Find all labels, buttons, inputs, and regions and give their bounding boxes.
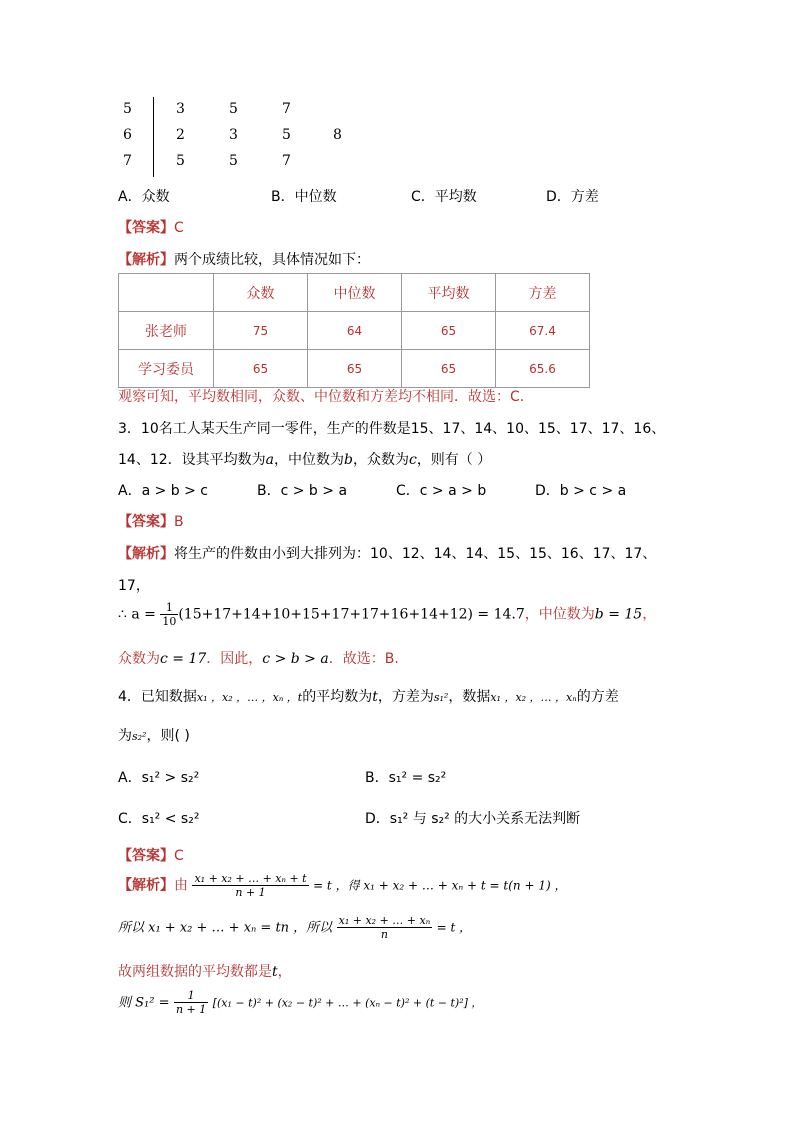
table-cell: 65: [402, 312, 496, 350]
vars: x₁ ，x₂ ，… ，xₙ: [490, 691, 577, 704]
q3-option-d: D．b > c > a: [535, 483, 627, 499]
var-b: b: [344, 452, 353, 468]
text: 由: [174, 877, 188, 894]
text: ．故选：B.: [328, 651, 399, 667]
q2-conclusion: 观察可知，平均数相同，众数、中位数和方差均不相同．故选：C．: [118, 389, 534, 405]
answer-value: C: [174, 220, 184, 236]
text: ，: [277, 964, 292, 980]
leaf: 5: [282, 127, 291, 143]
q3-option-b: B．c > b > a: [257, 483, 348, 499]
fraction: [174, 989, 208, 1016]
q2-option-d: D．方差: [546, 189, 599, 205]
formula-suffix: ，中位数为: [524, 606, 595, 623]
text: ，则( ): [146, 728, 190, 744]
q4-option-c: C．s₁² < s₂²: [118, 811, 200, 827]
table-cell: 75: [214, 312, 308, 350]
q3-mode-line: [118, 648, 399, 668]
table-cell: 67.4: [496, 312, 590, 350]
table-row: [119, 350, 590, 388]
analysis-tag: 【解析】: [118, 877, 174, 894]
q4-answer: [118, 845, 184, 865]
frac-num: 1: [160, 601, 178, 615]
var-s2: s₂²: [132, 730, 147, 743]
var-t: t: [272, 964, 278, 980]
analysis-intro: 两个成绩比较，具体情况如下：: [174, 252, 370, 268]
leaf: 5: [229, 153, 238, 169]
text: 14、12．设其平均数为: [118, 452, 266, 468]
fraction: [337, 914, 433, 941]
formula: = t ，得 x₁ + x₂ + … + xₙ + t = t(n + 1) ，: [313, 878, 567, 893]
frac-den: 10: [162, 615, 177, 628]
q2-answer: [118, 217, 184, 237]
leaf: 3: [229, 127, 238, 143]
q3-stem-line1: 3．10名工人某天生产同一零件，生产的件数是15、17、14、10、15、17、17、16、: [118, 421, 666, 437]
answer-value: B: [174, 514, 184, 530]
frac-num: x₁ + x₂ + … + xₙ + t: [194, 872, 307, 885]
comparison-table: [118, 273, 590, 388]
text: ，中位数为: [274, 452, 344, 468]
q4-option-a: A．s₁² > s₂²: [118, 770, 200, 786]
table-row: [119, 312, 590, 350]
var-s1: s₁²: [433, 691, 449, 704]
stem-7: 7: [123, 153, 132, 169]
q4-analysis-step2: [118, 914, 471, 941]
mode-compare: c > b > a: [262, 651, 329, 667]
frac-num: 1: [174, 989, 208, 1003]
answer-tag: 【答案】: [118, 514, 174, 530]
q2-option-c: C．平均数: [411, 189, 477, 205]
frac-den: n + 1: [175, 1003, 207, 1016]
mode-expr: c = 17: [160, 651, 207, 667]
table-header-cell: 方差: [496, 274, 590, 312]
answer-tag: 【答案】: [118, 848, 174, 864]
q2-option-a: A．众数: [118, 189, 170, 205]
fraction: [160, 601, 178, 628]
q3-analysis-line1: [118, 543, 656, 563]
q4-analysis-step3: [118, 961, 292, 981]
answer-tag: 【答案】: [118, 220, 174, 236]
table-cell: 张老师: [119, 312, 214, 350]
table-cell: 64: [308, 312, 402, 350]
q2-option-b: B．中位数: [271, 189, 337, 205]
formula-body: (15+17+14+10+15+17+17+16+14+12) = 14.7: [178, 606, 525, 623]
text: ，数据: [448, 689, 491, 705]
stem-5: 5: [123, 101, 132, 117]
q4-stem-line1: [118, 686, 619, 706]
text: ，众数为: [352, 452, 409, 468]
q4-analysis-step1: [118, 872, 566, 899]
table-header-cell: 中位数: [308, 274, 402, 312]
analysis-text: 将生产的件数由小到大排列为：10、12、14、14、15、15、16、17、17、: [174, 546, 657, 562]
formula: = t ，: [436, 920, 472, 935]
text: 众数为: [118, 651, 160, 667]
stem-6: 6: [123, 127, 132, 143]
answer-value: C: [174, 848, 184, 864]
table-cell: 65: [402, 350, 496, 388]
var-c: c: [408, 452, 417, 468]
leaf: 7: [282, 101, 291, 117]
formula: 所以 x₁ + x₂ + … + xₙ = tn ，所以: [118, 920, 333, 936]
text: 的平均数为: [302, 689, 373, 705]
table-header-cell: 众数: [214, 274, 308, 312]
q3-stem-line2: [118, 449, 491, 469]
text: ．因此，: [206, 651, 263, 667]
q2-analysis: [118, 249, 370, 269]
text: ，方差为: [377, 689, 434, 705]
table-cell: 学习委员: [119, 350, 214, 388]
leaf: 5: [176, 153, 185, 169]
q4-stem-line2: [118, 725, 190, 745]
text: 故两组数据的平均数都是: [118, 964, 272, 980]
table-cell: 65.6: [496, 350, 590, 388]
var-a: a: [265, 452, 274, 468]
q4-analysis-step4: [118, 989, 482, 1016]
q3-option-a: A．a > b > c: [118, 483, 209, 499]
median-expr: b = 15: [594, 606, 643, 623]
table-header-cell: 平均数: [402, 274, 496, 312]
frac-den: n: [380, 928, 388, 941]
frac-num: x₁ + x₂ + … + xₙ: [338, 914, 431, 927]
stem-divider: [153, 97, 154, 177]
q3-answer: [118, 511, 184, 531]
text: ，则有（ ）: [416, 452, 492, 468]
analysis-tag: 【解析】: [118, 546, 174, 562]
formula: [(x₁ − t)² + (x₂ − t)² + … + (xₙ − t)² + (t − t)²] ，: [212, 996, 483, 1010]
q3-formula-line: [118, 601, 656, 628]
text: ，: [642, 606, 657, 623]
leaf: 5: [229, 101, 238, 117]
q3-analysis-line2: 17，: [118, 578, 150, 594]
frac-den: n + 1: [235, 886, 266, 899]
q3-option-c: C．c > a > b: [396, 483, 487, 499]
formula: 则 S₁² =: [118, 995, 170, 1011]
q4-option-b: B．s₁² = s₂²: [365, 770, 447, 786]
q4-option-d: D．s₁² 与 s₂² 的大小关系无法判断: [365, 811, 581, 827]
table-header-cell: [119, 274, 214, 312]
formula-prefix: ∴ a =: [118, 606, 156, 623]
leaf: 7: [282, 153, 291, 169]
table-cell: 65: [308, 350, 402, 388]
text: 的方差: [576, 689, 619, 705]
leaf: 8: [333, 127, 342, 143]
table-cell: 65: [214, 350, 308, 388]
leaf: 2: [176, 127, 185, 143]
table-header-row: [119, 274, 590, 312]
leaf: 3: [176, 101, 185, 117]
var-t: t: [372, 689, 378, 705]
vars: x₁ ，x₂ ，… ，xₙ ，t: [196, 691, 303, 704]
fraction: [192, 872, 308, 899]
text: 为: [118, 728, 132, 744]
analysis-tag: 【解析】: [118, 252, 174, 268]
text: 4．已知数据: [118, 689, 197, 705]
